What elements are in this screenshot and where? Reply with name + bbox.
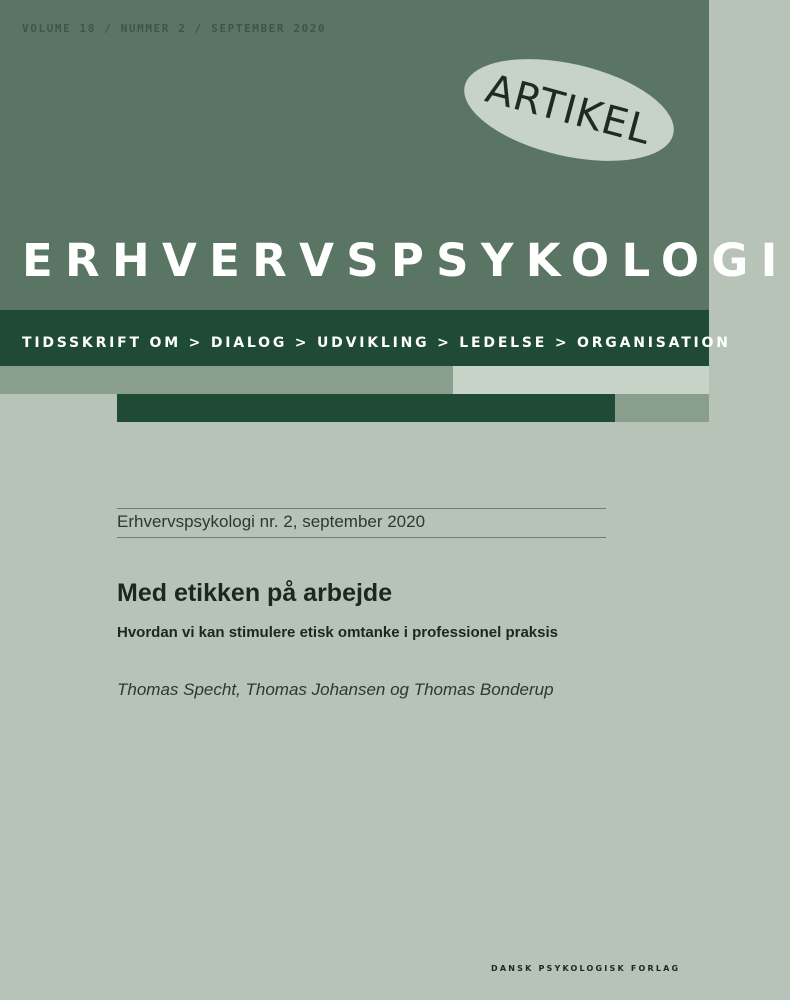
article-badge-label: ARTIKEL (481, 65, 657, 155)
article-title: Med etikken på arbejde (117, 579, 393, 607)
divider-rule (117, 537, 606, 538)
article-authors: Thomas Specht, Thomas Johansen og Thomas Bonderup (117, 680, 554, 699)
volume-issue-line: VOLUME 18 / NUMMER 2 / SEPTEMBER 2020 (22, 22, 327, 35)
decor-stripe (117, 394, 615, 422)
journal-tagline: TIDSSKRIFT OM > DIALOG > UDVIKLING > LEDELSE > ORGANISATION (22, 335, 731, 351)
journal-title: ERHVERVSPSYKOLOGI (22, 234, 790, 287)
decor-stripe (0, 366, 453, 394)
publisher-name: DANSK PSYKOLOGISK FORLAG (491, 964, 681, 973)
divider-rule (117, 508, 606, 509)
decor-stripe (453, 366, 709, 394)
issue-reference: Erhvervspsykologi nr. 2, september 2020 (117, 512, 426, 531)
article-subtitle: Hvordan vi kan stimulere etisk omtanke i professionel praksis (117, 624, 558, 641)
decor-stripe (615, 394, 709, 422)
